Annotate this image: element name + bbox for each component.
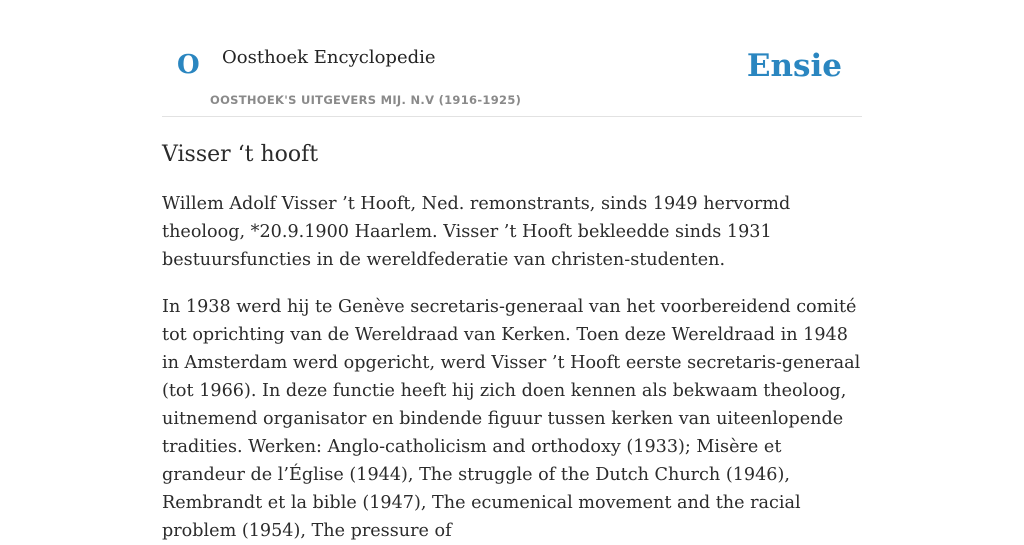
site-header	[162, 0, 862, 117]
encyclopedia-title-link[interactable]: Oosthoek Encyclopedie	[222, 47, 436, 68]
article-paragraph: Willem Adolf Visser ’t Hooft, Ned. remonstrants, sinds 1949 hervormd theoloog, *20.9.1900 Haarlem. Visser ’t Hooft bekleedde sinds 1931 bestuursfuncties in de wereldfederatie van christen-studenten.	[162, 194, 791, 270]
page	[162, 0, 862, 545]
article-title: Visser ‘t hooft	[162, 142, 319, 167]
article	[162, 140, 862, 545]
logo-mark[interactable]: O	[177, 50, 200, 80]
publisher-label: OOSTHOEK'S UITGEVERS MIJ. N.V (1916-1925)	[210, 93, 522, 107]
ensie-logo-link[interactable]: Ensie	[746, 48, 842, 84]
article-paragraph: In 1938 werd hij te Genève secretaris-generaal van het voorbereidend comité tot oprichting van de Wereldraad van Kerken. Toen deze Wereldraad in 1948 in Amsterdam werd opgericht, werd Visser ’t Hooft eerste secretaris-generaal (tot 1966). In deze functie heeft hij zich doen kennen als bekwaam theoloog, uitnemend organisator en bindende figuur tussen kerken van uiteenlopende tradities. Werken: Anglo-catholicism and orthodoxy (1933); Misère et grandeur de l’Église (1944), The struggle of the Dutch Church (1946), Rembrandt et la bible (1947), The ecumenical movement and the racial problem (1954), The pressure of	[162, 297, 861, 541]
